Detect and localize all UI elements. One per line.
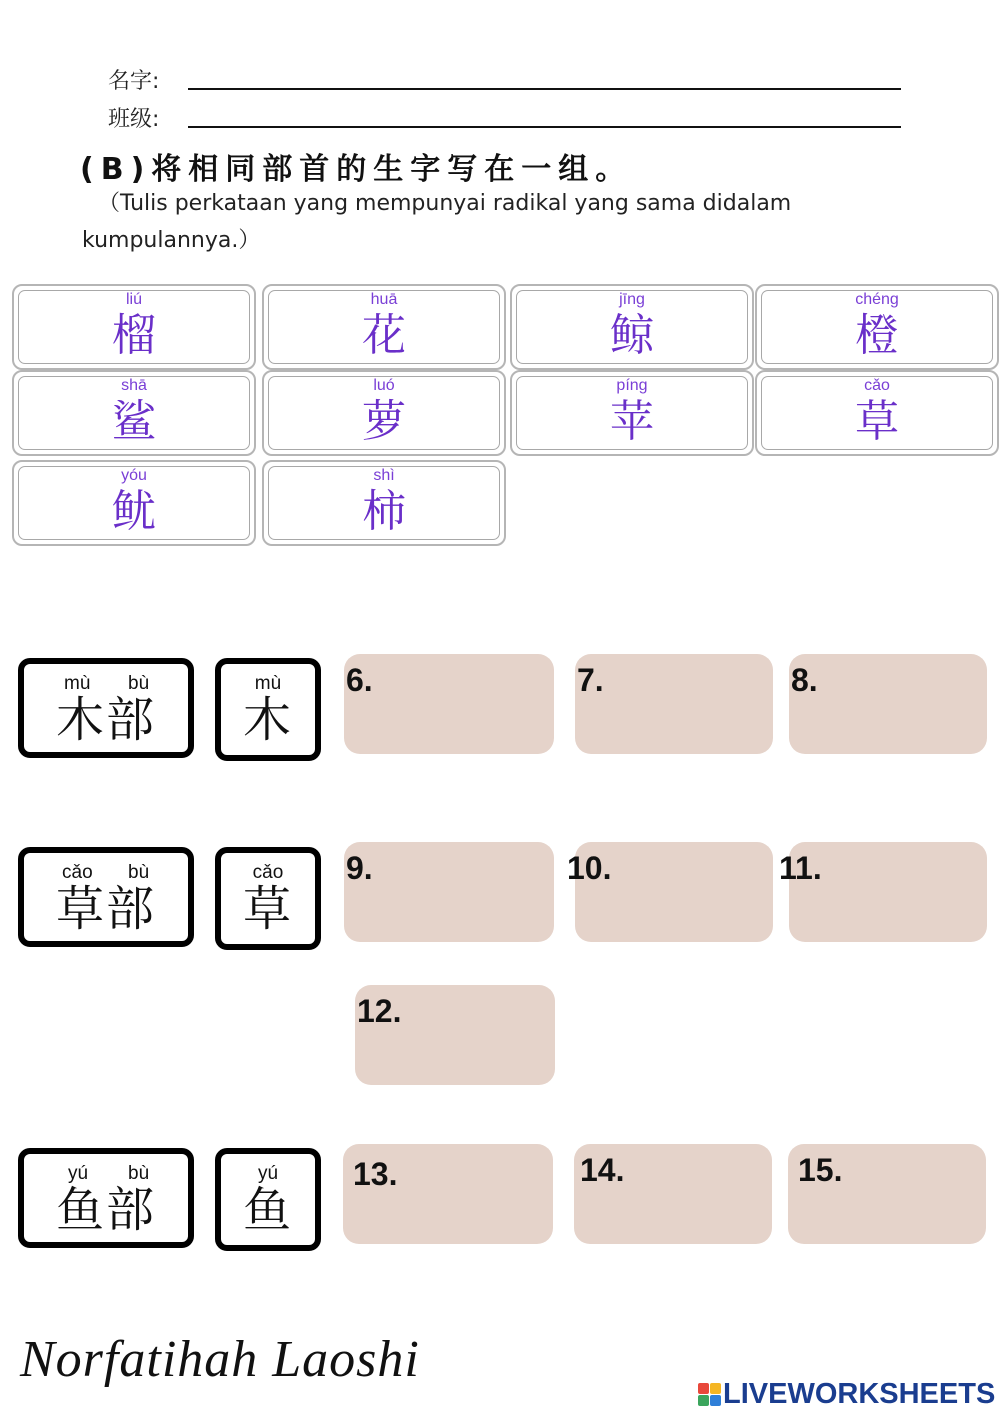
radical-pinyin: mù <box>254 673 282 694</box>
radical-character: 鱼 <box>242 1182 293 1238</box>
card-character: 苹 <box>610 396 654 447</box>
class-line[interactable] <box>188 126 901 128</box>
radical-box-mu <box>215 658 321 761</box>
slot-number: 14. <box>580 1152 625 1188</box>
radical-pinyin: yú <box>257 1163 279 1184</box>
radical-character: 木 <box>242 692 293 748</box>
radical-pinyin-2: bù <box>128 1163 150 1184</box>
instruction-title: (B)将相同部首的生字写在一组。 <box>80 152 633 187</box>
card-character: 橙 <box>855 310 899 361</box>
card-character: 鲨 <box>112 396 156 447</box>
radical-character: 草 <box>242 881 293 937</box>
answer-slot-12[interactable] <box>355 985 555 1085</box>
slot-number: 8. <box>791 662 818 698</box>
radical-box-cao <box>215 847 321 950</box>
card-pinyin: huā <box>370 291 398 308</box>
slot-number: 12. <box>357 993 402 1029</box>
signature: Norfatihah Laoshi <box>20 1331 420 1388</box>
word-card-cao[interactable] <box>755 370 999 456</box>
card-character: 草 <box>855 396 899 447</box>
slot-number: 10. <box>567 850 612 886</box>
card-character: 鲸 <box>610 310 654 361</box>
answer-slot-10[interactable] <box>567 842 773 942</box>
answer-slot-15[interactable] <box>788 1144 986 1244</box>
instruction-subtitle: （Tulis perkataan yang mempunyai radikal yang sama didalam kumpulannya.） <box>82 191 792 253</box>
radical-pinyin-2: bù <box>128 673 150 694</box>
word-card-liu[interactable] <box>12 284 256 370</box>
radical-group-label-yu <box>18 1148 194 1248</box>
class-label: 班级: <box>108 107 160 132</box>
radical-pinyin-1: yú <box>68 1163 89 1184</box>
card-pinyin: shā <box>121 377 147 394</box>
answer-slot-8[interactable] <box>789 654 987 754</box>
slot-number: 7. <box>577 662 604 698</box>
name-label: 名字: <box>108 69 160 94</box>
word-card-sha[interactable] <box>12 370 256 456</box>
card-character: 花 <box>362 310 406 361</box>
slot-number: 6. <box>346 662 373 698</box>
word-card-you[interactable] <box>12 460 256 546</box>
card-pinyin: cǎo <box>864 377 890 394</box>
card-pinyin: shì <box>373 467 395 484</box>
liveworksheets-logo <box>698 1378 995 1411</box>
radical-name: 草部 <box>55 881 156 937</box>
card-character: 萝 <box>362 396 406 447</box>
radical-group-label-cao <box>18 847 194 947</box>
card-pinyin: píng <box>616 377 648 394</box>
answer-slot-13[interactable] <box>343 1144 553 1244</box>
card-pinyin: jīng <box>619 291 645 308</box>
answer-slot-9[interactable] <box>344 842 554 942</box>
word-card-cheng[interactable] <box>755 284 999 370</box>
card-pinyin: luó <box>373 377 395 394</box>
radical-group-label-mu <box>18 658 194 758</box>
slot-number: 15. <box>798 1152 843 1188</box>
word-card-luo[interactable] <box>262 370 506 456</box>
card-character: 柿 <box>362 486 406 537</box>
slot-number: 9. <box>346 850 373 886</box>
radical-name: 木部 <box>55 692 156 748</box>
radical-box-yu <box>215 1148 321 1251</box>
answer-slot-6[interactable] <box>344 654 554 754</box>
answer-slot-11[interactable] <box>779 842 987 942</box>
name-line[interactable] <box>188 88 901 90</box>
word-card-hua[interactable] <box>262 284 506 370</box>
radical-name: 鱼部 <box>55 1182 156 1238</box>
card-pinyin: chéng <box>855 291 899 308</box>
answer-slot-14[interactable] <box>574 1144 772 1244</box>
liveworksheets-brand: LIVEWORKSHEETS <box>723 1378 996 1410</box>
radical-pinyin-2: bù <box>128 862 150 883</box>
card-pinyin: yóu <box>121 467 147 484</box>
radical-pinyin-1: cǎo <box>62 862 93 883</box>
word-card-shi[interactable] <box>262 460 506 546</box>
word-card-jing[interactable] <box>510 284 754 370</box>
answer-slot-7[interactable] <box>575 654 773 754</box>
word-card-ping[interactable] <box>510 370 754 456</box>
card-pinyin: liú <box>125 291 142 308</box>
card-character: 榴 <box>112 310 156 361</box>
slot-number: 11. <box>779 850 822 886</box>
radical-pinyin-1: mù <box>64 673 91 694</box>
radical-pinyin: cǎo <box>252 862 284 883</box>
slot-number: 13. <box>353 1156 398 1192</box>
card-character: 鱿 <box>112 486 156 537</box>
liveworksheets-mark-icon <box>698 1383 721 1406</box>
